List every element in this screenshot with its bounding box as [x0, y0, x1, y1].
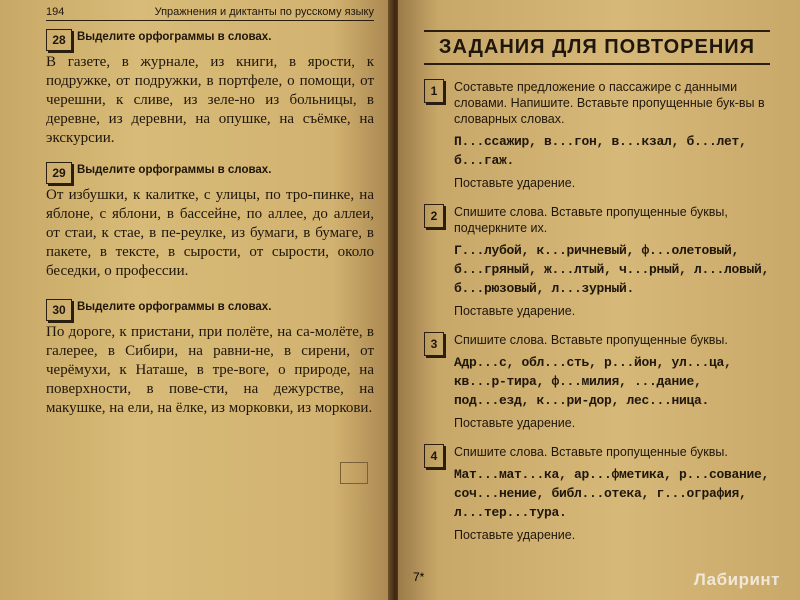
stress-instruction: Поставьте ударение.	[454, 304, 576, 318]
review-exercise-1	[424, 79, 770, 190]
exercise-number: 1	[424, 79, 444, 103]
exercise-instruction: Спишите слова. Вставьте пропущенные буквы.	[454, 445, 728, 459]
review-exercise-4	[424, 444, 770, 542]
stress-instruction: Поставьте ударение.	[454, 528, 576, 542]
exercise-words: Мат...мат...ка, ар...фметика, р...сование, соч...нение, библ...отека, г...ография, л...тер...тура.	[454, 467, 770, 520]
stray-mark	[340, 462, 368, 484]
exercise-instruction: Выделите орфограммы в словах.	[77, 164, 272, 176]
exercise-number: 29	[46, 162, 72, 184]
running-head-title: Упражнения и диктанты по русскому языку	[154, 6, 374, 18]
review-exercise-2	[424, 204, 770, 318]
exercise-instruction: Спишите слова. Вставьте пропущенные буквы, подчеркните их.	[454, 205, 728, 235]
exercise-instruction: Выделите орфограммы в словах.	[77, 31, 272, 43]
exercise-words: Г...лубой, к...ричневый, ф...олетовый, б...гряный, ж...лтый, ч...рный, л...ловый, б...рюзовый, л...зурный.	[454, 243, 770, 296]
folio-mark: 7*	[413, 570, 425, 584]
exercise-28	[46, 29, 374, 51]
exercise-number: 4	[424, 444, 444, 468]
exercise-instruction: Выделите орфограммы в словах.	[77, 301, 272, 313]
review-exercise-3	[424, 332, 770, 430]
exercise-number: 3	[424, 332, 444, 356]
stress-instruction: Поставьте ударение.	[454, 176, 576, 190]
exercise-text: В газете, в журнале, из книги, в ярости, к подружке, от подружки, в портфеле, о помощи, от черешни, к сливе, из зеле-но из больницы, в деревне, из деревни, на опушке, на съёмке, на экскурсии.	[46, 54, 374, 146]
exercise-words: Адр...с, обл...сть, р...йон, ул...ца, кв...р-тира, ф...милия, ...дание, под...езд, к...ри-дор, лес...ница.	[454, 355, 732, 408]
running-head	[46, 6, 374, 21]
page-number: 194	[46, 6, 65, 18]
left-page	[0, 0, 392, 600]
exercise-instruction: Спишите слова. Вставьте пропущенные буквы.	[454, 333, 728, 347]
right-page	[398, 0, 800, 600]
stress-instruction: Поставьте ударение.	[454, 416, 576, 430]
exercise-29	[46, 162, 374, 184]
exercise-number: 2	[424, 204, 444, 228]
exercise-text: От избушки, к калитке, с улицы, по тро-пинке, на яблоне, с яблони, в бассейне, по аллее, до аллеи, от стаи, к стае, в пе-реулке, из бумаги, в бумаге, в пакете, в тексте, в сырости, от сырости, около беседки, о профессии.	[46, 187, 374, 279]
exercise-words: П...ссажир, в...гон, в...кзал, б...лет, б...гаж.	[454, 134, 747, 168]
exercise-text: По дороге, к пристани, при полёте, на са-молёте, в галерее, в Сибири, на равни-не, в сирени, от черёмухи, к Наташе, в тре-воге, о природе, на поверхности, в пове-сти, на дежурстве, на макушке, на ели, на ёлке, из морковки, из моркови.	[46, 324, 374, 416]
exercise-number: 28	[46, 29, 72, 51]
exercise-instruction: Составьте предложение о пассажире с данными словами. Напишите. Вставьте пропущенные бук-вы в словарных словах.	[454, 80, 765, 126]
exercise-30	[46, 299, 374, 321]
section-title: ЗАДАНИЯ ДЛЯ ПОВТОРЕНИЯ	[424, 30, 770, 65]
watermark-logo: Лабиринт	[693, 570, 780, 589]
exercise-number: 30	[46, 299, 72, 321]
